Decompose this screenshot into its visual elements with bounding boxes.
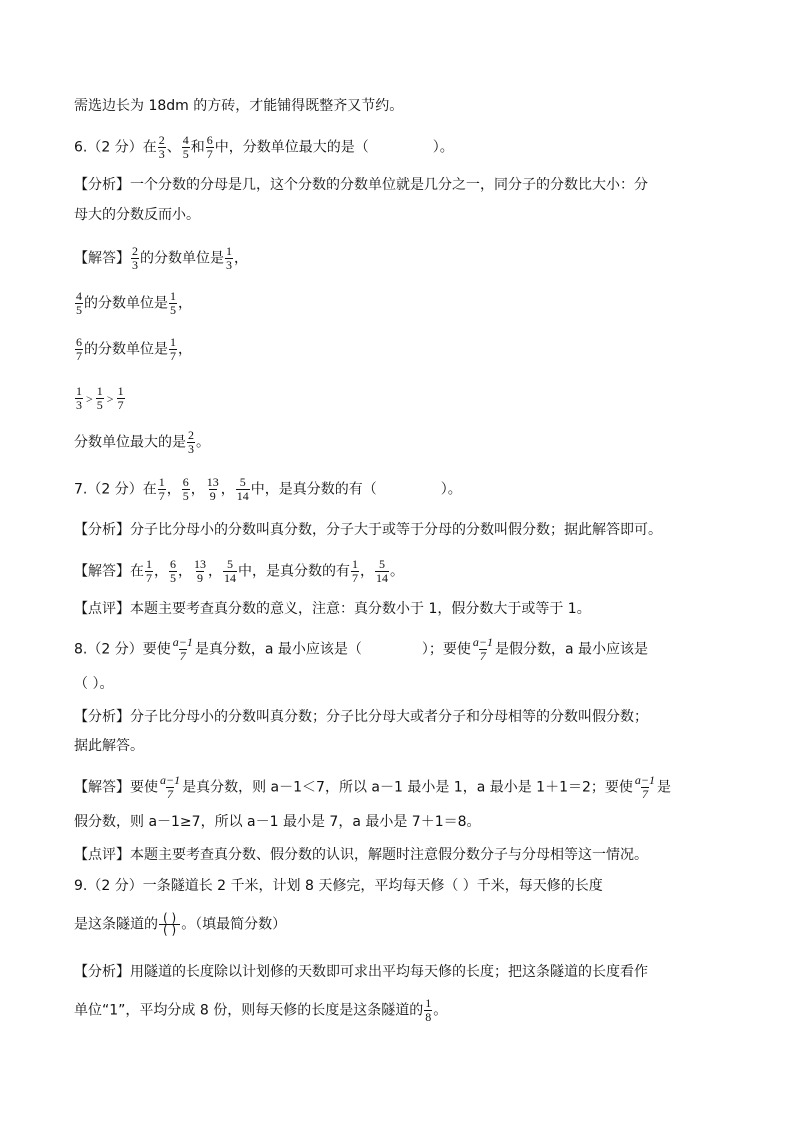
fraction: $\frac{a-1}{7}$ [172, 635, 193, 663]
question-9-line2: 是这条隧道的 $\frac{( )}{( )}$ 。（填最简分数） [74, 911, 287, 937]
fraction: $\frac{1}{3}$ [226, 244, 232, 272]
analysis-text: 【分析】分子比分母小的分数叫真分数，分子大于或等于分母的分数叫假分数；据此解答即可。 [74, 522, 662, 538]
question-8: 8.（2 分）要使 $\frac{a-1}{7}$ 是真分数，a 最小应该是（ ）；要使 $\frac{a-1}{7}$ 是假分数，a 最小应该是 [74, 635, 648, 663]
fraction: $\frac{1}{8}$ [425, 996, 432, 1024]
solution-line: 【解答】要使 $\frac{a-1}{7}$ 是真分数，则 a－1＜7，所以 a－1 最小是 1，a 最小是 1＋1＝2；要使 $\frac{a-1}{7}$ 是 [74, 773, 672, 801]
solution-line: $\frac{4}{5}$ 的分数单位是 $\frac{1}{5}$ ， [76, 289, 192, 317]
analysis-text: 【分析】分子比分母小的分数叫真分数；分子比分母大或者分子和分母相等的分数叫假分数； [74, 709, 648, 725]
review-text: 【点评】本题主要考查真分数、假分数的认识，解题时注意假分数分子与分母相等这一情况。 [74, 847, 648, 863]
fraction: $\frac{1}{5}$ [96, 384, 103, 412]
solution-line: 【解答】 $\frac{2}{3}$ 的分数单位是 $\frac{1}{3}$ ， [74, 244, 248, 272]
fraction: $\frac{13}{9}$ [194, 557, 206, 585]
fraction: $\frac{6}{5}$ [170, 557, 176, 585]
question-6: 6.（2 分）在 $\frac{2}{3}$ 、 $\frac{4}{5}$ 和 $\frac{6}{7}$ 中，分数单位最大的是（ ）。 [74, 133, 454, 161]
fraction: $\frac{2}{3}$ [132, 244, 138, 272]
fraction: $\frac{5}{14}$ [224, 557, 236, 585]
fraction: $\frac{5}{14}$ [236, 475, 249, 503]
comparison-line [74, 386, 126, 411]
text-line: 需选边长为 18dm 的方砖，才能铺得既整齐又节约。 [74, 98, 404, 114]
fraction: $\frac{2}{3}$ [158, 133, 165, 161]
fraction: $\frac{4}{5}$ [76, 289, 82, 317]
greater-than: > [106, 391, 114, 406]
fraction: $\frac{2}{3}$ [188, 428, 194, 456]
analysis-text: 【分析】用隧道的长度除以计划修的天数即可求出平均每天修的长度；把这条隧道的长度看作 [74, 964, 648, 980]
fraction: $\frac{1}{7}$ [352, 557, 358, 585]
fraction: $\frac{5}{14}$ [376, 557, 388, 585]
question-7: 7.（2 分）在 $\frac{1}{7}$ ， $\frac{6}{5}$ ， $\frac{13}{9}$ ， $\frac{5}{14}$ 中，是真分数的有（ ）。 [74, 475, 462, 503]
fraction: $\frac{1}{7}$ [146, 557, 152, 585]
fraction: $\frac{1}{7}$ [158, 475, 165, 503]
solution-line: 假分数，则 a－1≥7，所以 a－1 最小是 7，a 最小是 7＋1＝8。 [74, 814, 481, 830]
fraction: $\frac{a-1}{7}$ [160, 773, 181, 801]
analysis-text: 母大的分数反而小。 [74, 207, 200, 223]
fraction: $\frac{a-1}{7}$ [634, 773, 656, 801]
text-line: （ ）。 [74, 676, 114, 692]
fraction: $\frac{a-1}{7}$ [472, 635, 493, 663]
fraction: $\frac{6}{7}$ [206, 133, 213, 161]
greater-than: > [86, 391, 93, 406]
question-9: 9.（2 分）一条隧道长 2 千米，计划 8 天修完，平均每天修（ ）千米，每天修的长度 [74, 878, 603, 894]
fraction: $\frac{1}{3}$ [76, 384, 82, 412]
fraction: $\frac{6}{7}$ [76, 335, 82, 363]
conclusion-line: 分数单位最大的是 $\frac{2}{3}$ 。 [74, 428, 210, 456]
fraction: $\frac{13}{9}$ [206, 475, 219, 503]
fraction: $\frac{4}{5}$ [182, 133, 189, 161]
answer-fraction-blank[interactable]: $\frac{( )}{( )}$ [159, 913, 180, 936]
solution-line: $\frac{6}{7}$ 的分数单位是 $\frac{1}{7}$ ， [76, 335, 192, 363]
solution-line: 【解答】在 $\frac{1}{7}$ ， $\frac{6}{5}$ ， $\frac{13}{9}$ ， $\frac{5}{14}$ 中，是真分数的有 $\frac{1}{7}$ ， $\frac{5}{14}$ 。 [74, 557, 404, 585]
fraction: $\frac{1}{7}$ [117, 384, 124, 412]
fraction: $\frac{1}{5}$ [170, 289, 176, 317]
fraction: $\frac{6}{5}$ [182, 475, 189, 503]
fraction: $\frac{1}{7}$ [170, 335, 176, 363]
analysis-text: 据此解答。 [74, 738, 144, 754]
analysis-text: 单位“1”，平均分成 8 份，则每天修的长度是这条隧道的 $\frac{1}{8}$ 。 [74, 996, 448, 1024]
analysis-text: 【分析】一个分数的分母是几，这个分数的分数单位就是几分之一，同分子的分数比大小：分 [74, 177, 648, 193]
review-text: 【点评】本题主要考查真分数的意义，注意：真分数小于 1，假分数大于或等于 1。 [74, 601, 591, 617]
